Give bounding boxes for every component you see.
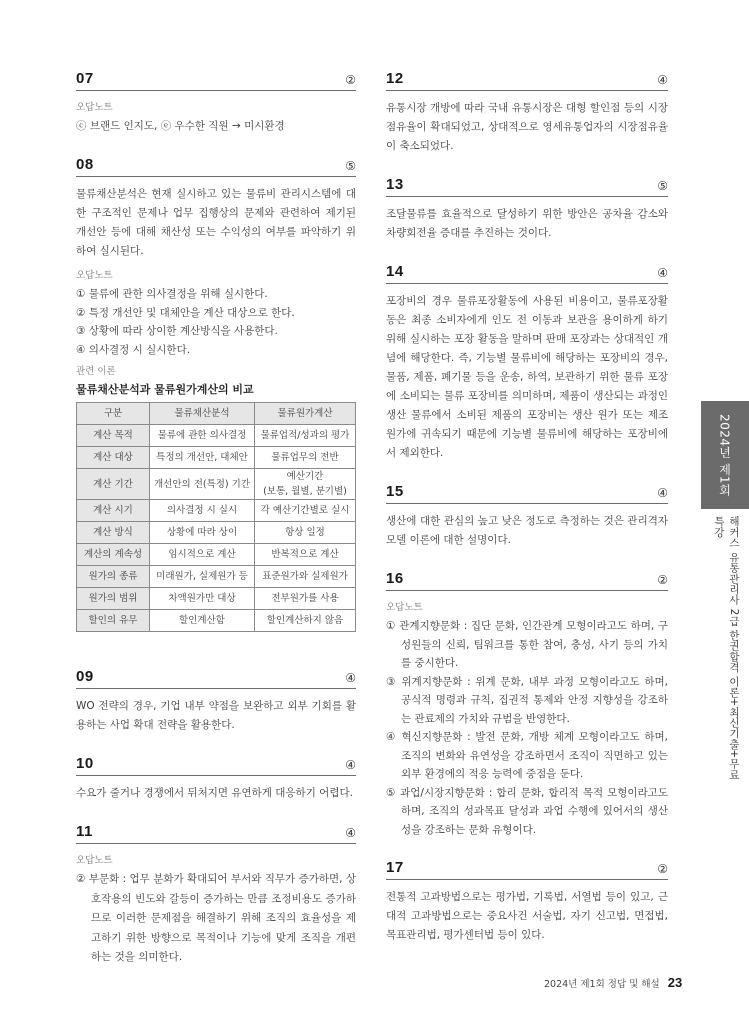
table-cell: 임시적으로 계산 — [150, 544, 255, 566]
page-footer — [544, 975, 682, 990]
note-item: ① 관계지향문화 : 집단 문화, 인간관계 모형이라고도 하며, 구성원들의 신뢰, 팀워크를 통한 참여, 충성, 사기 등의 가치를 중시한다. — [386, 620, 668, 669]
answer-mark: ② — [657, 573, 668, 587]
table-cell: 물류에 관한 의사결정 — [150, 425, 255, 447]
row-header: 할인의 유무 — [77, 610, 150, 632]
table-cell: 의사결정 시 실시 — [150, 500, 255, 522]
question-header — [76, 823, 356, 844]
explanation-text: WO 전략의 경우, 기업 내부 약점을 보완하고 외부 기회를 활용하는 사업 확대 전략을 활용한다. — [76, 700, 356, 731]
question-header — [386, 483, 668, 504]
note-text: ⓒ 브랜드 인지도, ⓔ 우수한 직원 → 미시환경 — [76, 120, 285, 132]
question-number: 10 — [76, 755, 94, 772]
question-number: 13 — [386, 176, 404, 193]
table-cell: 상황에 따라 상이 — [150, 522, 255, 544]
table-cell: 반복적으로 계산 — [255, 544, 356, 566]
wrong-answer-note-label: 오답노트 — [76, 855, 113, 866]
row-header: 원가의 범위 — [77, 588, 150, 610]
table-cell: 전부원가를 사용 — [255, 588, 356, 610]
row-header: 계산 시기 — [77, 500, 150, 522]
side-tab-label: 2024년 제1회 — [717, 413, 732, 497]
answer-mark: ⑤ — [657, 179, 668, 193]
table-row — [77, 447, 356, 469]
related-theory-title: 물류채산분석과 물류원가계산의 비교 — [76, 383, 254, 396]
chapter-side-tab — [701, 401, 749, 509]
note-item: ② 부문화 : 업무 분화가 확대되어 부서와 직무가 증가하면, 상호작용의 빈도와 갈등이 증가하는 만큼 조정비용도 증가하므로 이러한 문제점을 해결하기 위해 조직의 효율성을 제고하기 위한 방향으로 목적이나 기능에 맞게 조직을 개편하는 것을 의미한다. — [76, 873, 356, 963]
note-item: ① 물류에 관한 의사결정을 위해 실시한다. — [76, 288, 268, 300]
row-header: 계산 방식 — [77, 522, 150, 544]
answer-mark: ④ — [657, 73, 668, 87]
note-item: ③ 위계지향문화 : 위계 문화, 내부 과정 모형이라고도 하며, 공식적 명령과 규칙, 집권적 통제와 안정 지향성을 강조하는 관료제의 가치와 규범을 반영한다. — [386, 675, 668, 725]
question-16 — [386, 570, 668, 839]
answer-mark: ⑤ — [345, 159, 356, 173]
answer-mark: ④ — [657, 486, 668, 500]
note-item: ② 특정 개선안 및 대체안을 계산 대상으로 한다. — [76, 306, 295, 319]
note-item: ⑤ 과업/시장지향문화 : 합리 문화, 합리적 목적 모형이라고도 하며, 조직의 성과목표 달성과 과업 수행에 있어서의 생산성을 강조하는 문화 유형이다. — [386, 786, 668, 836]
table-row — [77, 610, 356, 632]
left-column — [76, 70, 356, 988]
question-number: 07 — [76, 70, 94, 87]
question-header — [76, 755, 356, 776]
table-cell: 물류업무의 전반 — [255, 447, 356, 469]
note-item: ③ 상황에 따라 상이한 계산방식을 사용한다. — [76, 325, 278, 337]
question-08 — [76, 156, 356, 632]
explanation-text: 수요가 줄거나 경쟁에서 뒤처지면 유연하게 대응하기 어렵다. — [76, 787, 353, 799]
note-item: ④ 의사결정 시 실시한다. — [76, 343, 191, 356]
row-header: 원가의 종류 — [77, 566, 150, 588]
table-cell: 표준원가와 실제원가 — [255, 566, 356, 588]
question-number: 11 — [76, 823, 93, 840]
question-12 — [386, 70, 668, 156]
question-header — [386, 70, 668, 91]
question-number: 09 — [76, 668, 94, 685]
table-row — [77, 469, 356, 500]
table-cell: 차액원가만 대상 — [150, 588, 255, 610]
row-header: 계산 기간 — [77, 469, 150, 500]
wrong-answer-note-label: 오답노트 — [76, 270, 113, 281]
question-header — [386, 859, 668, 880]
question-number: 08 — [76, 156, 94, 173]
footer-section-title: 2024년 제1회 정답 및 해설 — [544, 979, 660, 990]
question-number: 12 — [386, 70, 404, 87]
table-cell: 특정의 개선안, 대체안 — [150, 447, 255, 469]
question-number: 15 — [386, 483, 404, 500]
table-cell: 물류업적/성과의 평가 — [255, 425, 356, 447]
explanation-text: 유통시장 개방에 따라 국내 유통시장은 대형 할인점 등의 시장점유율이 확대되었고, 상대적으로 영세유통업자의 시장점유율이 축소되었다. — [386, 102, 668, 152]
row-header: 계산 목적 — [77, 425, 150, 447]
page-number: 23 — [667, 975, 683, 990]
table-cell: 할인계산하지 않음 — [255, 610, 356, 632]
question-14 — [386, 263, 668, 463]
table-row — [77, 500, 356, 522]
table-row — [77, 566, 356, 588]
question-header — [386, 263, 668, 284]
question-10 — [76, 755, 356, 803]
question-header — [386, 176, 668, 197]
explanation-text: 물류채산분석은 현재 실시하고 있는 물류비 관리시스템에 대한 구조적인 문제나 업무 집행상의 문제와 관련하여 제기된 개선안 등에 대해 채산성 또는 수익성의 여부를 파악하기 위하여 실시된다. — [76, 188, 356, 257]
column-header: 물류원가계산 — [255, 403, 356, 425]
note-item: ④ 혁신지향문화 : 발전 문화, 개방 체계 모형이라고도 하며, 조직의 변화와 유연성을 강조하면서 조직이 직면하고 있는 외부 환경에의 적응 능력에 중점을 둔다. — [386, 731, 668, 780]
answer-mark: ④ — [345, 758, 356, 772]
table-cell: 개선안의 전(특정) 기간 — [150, 469, 255, 500]
question-15 — [386, 483, 668, 550]
row-header: 계산의 계속성 — [77, 544, 150, 566]
book-title-vertical: 해커스 유통관리사 2급 한권합격 이론+최신기출+무료특강 — [713, 516, 740, 780]
question-number: 17 — [386, 859, 404, 876]
explanation-text: 조달물류를 효율적으로 달성하기 위한 방안은 공차율 감소와 차량회전율 증대를 추진하는 것이다. — [386, 208, 668, 239]
question-header — [76, 70, 356, 91]
table-cell: 할인계산함 — [150, 610, 255, 632]
table-cell: 각 예산기간별로 실시 — [255, 500, 356, 522]
question-header — [386, 570, 668, 591]
question-07 — [76, 70, 356, 136]
table-row — [77, 522, 356, 544]
answer-mark: ④ — [657, 266, 668, 280]
question-09 — [76, 668, 356, 735]
row-header: 계산 대상 — [77, 447, 150, 469]
related-theory-label: 관련 이론 — [76, 366, 116, 377]
question-number: 14 — [386, 263, 404, 280]
table-row — [77, 588, 356, 610]
table-cell: 항상 일정 — [255, 522, 356, 544]
table-row — [77, 425, 356, 447]
answer-mark: ④ — [345, 826, 356, 840]
table-row — [77, 544, 356, 566]
question-13 — [386, 176, 668, 243]
question-header — [76, 668, 356, 689]
right-column — [386, 70, 668, 965]
column-header: 물류채산분석 — [150, 403, 255, 425]
wrong-answer-note-label: 오답노트 — [76, 102, 113, 113]
table-header-row — [77, 403, 356, 425]
question-11 — [76, 823, 356, 968]
cell-line: (보통, 월별, 분기별) — [263, 486, 347, 497]
answer-mark: ② — [657, 862, 668, 876]
explanation-text: 생산에 대한 관심의 높고 낮은 정도로 측정하는 것은 관리격자 모델 이론에 대한 설명이다. — [386, 515, 668, 546]
comparison-table — [76, 402, 356, 632]
question-header — [76, 156, 356, 177]
answer-mark: ④ — [345, 671, 356, 685]
question-number: 16 — [386, 570, 404, 587]
cell-line: 예산기간 — [286, 471, 324, 482]
wrong-answer-note-label: 오답노트 — [386, 602, 423, 613]
explanation-text: 포장비의 경우 물류포장활동에 사용된 비용이고, 물류포장활동은 최종 소비자에게 인도 전 이동과 보관을 용이하게 하기 위해 실시하는 포장 활동을 말하며 판매 포장과는 상대적인 개념에 해당한다. 즉, 기능별 물류비에 해당하는 포장비의 경우, 물품, 제품, 폐기물 등을 운송, 하역, 보관하기 위한 물류 포장에 소비되는 물류 포장비를 의미하며, 제품이 생산되는 과정인 생산 물류에서 소비된 제품의 포장비는 생산 원가 또는 제조 원가에 귀속되기 때문에 기능별 물류비에 해당하는 포장비에서 제외한다. — [386, 295, 668, 459]
column-header: 구분 — [77, 403, 150, 425]
answer-mark: ② — [345, 73, 356, 87]
question-17 — [386, 859, 668, 945]
explanation-text: 전통적 고과방법으로는 평가법, 기록법, 서열법 등이 있고, 근대적 고과방법으로는 중요사건 서술법, 자기 신고법, 면접법, 목표관리법, 평가센터법 등이 있다. — [386, 891, 668, 941]
table-cell — [255, 469, 356, 500]
table-cell: 미래원가, 실제원가 등 — [150, 566, 255, 588]
